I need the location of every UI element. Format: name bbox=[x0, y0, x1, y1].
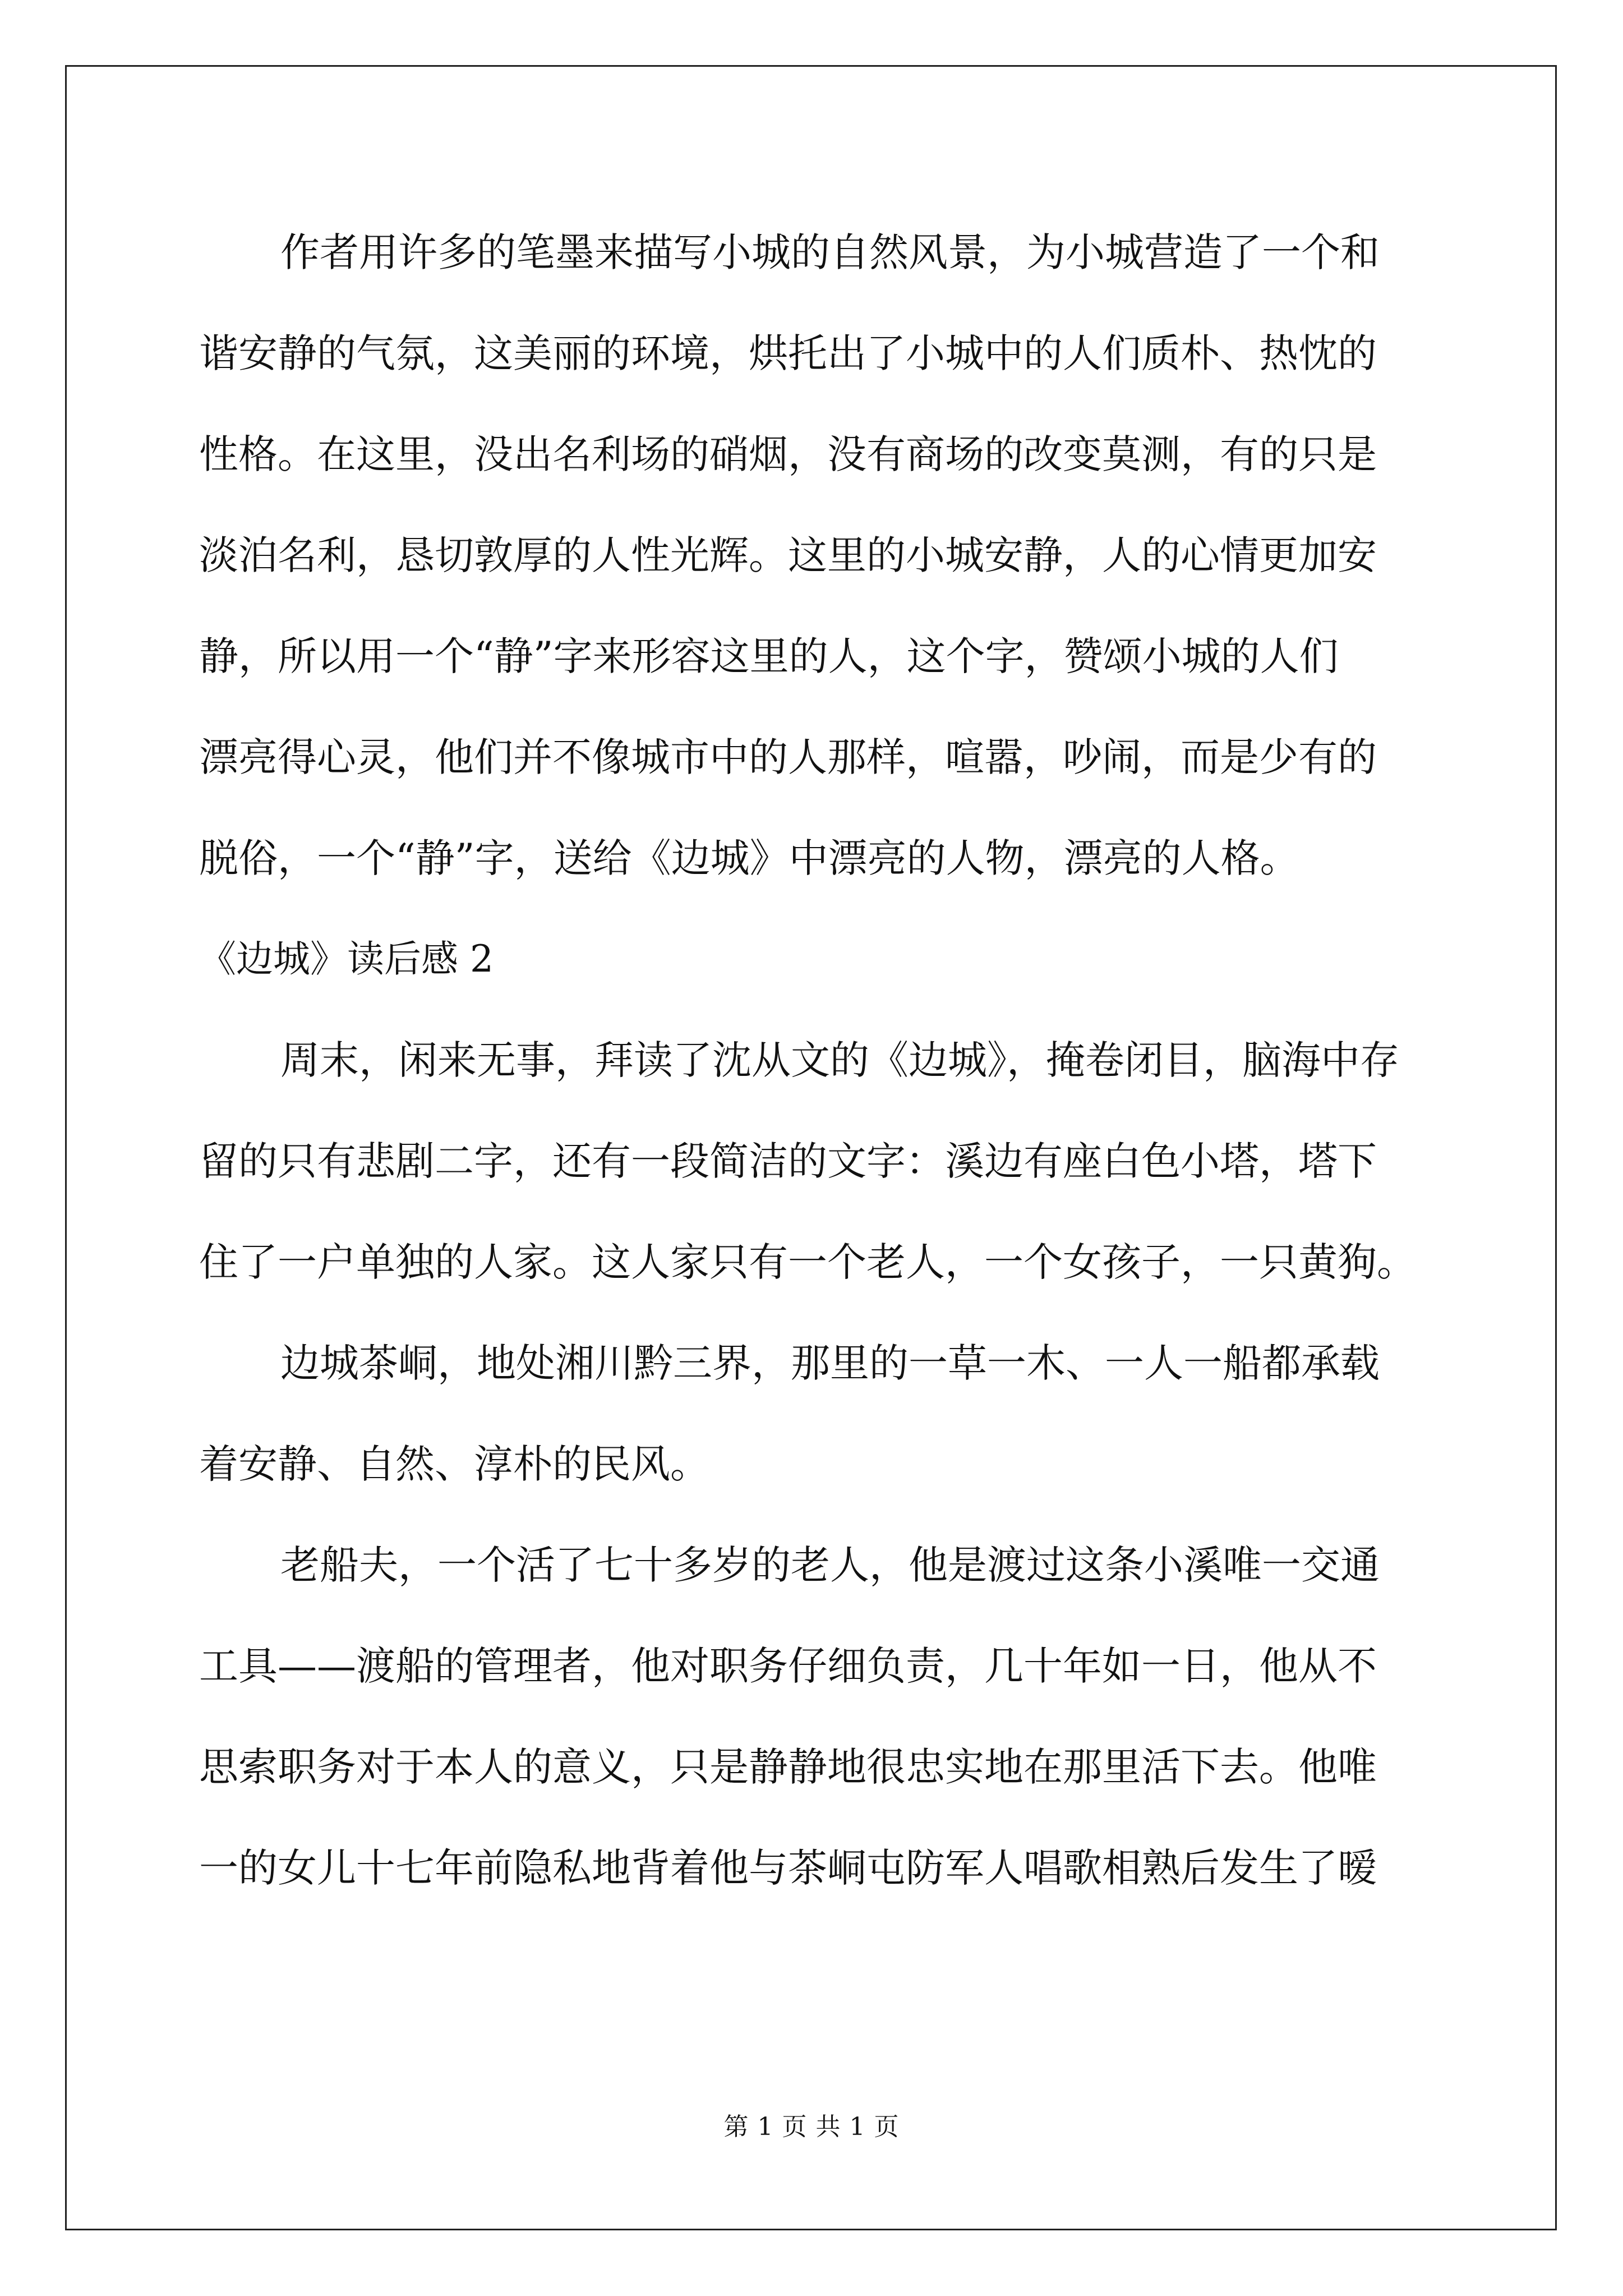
text-line: 住了一户单独的人家。这人家只有一个老人，一个女孩子，一只黄狗。 bbox=[199, 1239, 1416, 1285]
document-body bbox=[199, 202, 1441, 1918]
section-heading: 《边城》读后感 2 bbox=[199, 937, 494, 981]
text-line: 着安静、自然、淳朴的民风。 bbox=[199, 1441, 709, 1487]
text-line: 性格。在这里，没出名利场的硝烟，没有商场的改变莫测，有的只是 bbox=[199, 431, 1377, 477]
text-line: 留的只有悲剧二字，还有一段简洁的文字：溪边有座白色小塔，塔下 bbox=[199, 1138, 1377, 1184]
text-line: 谐安静的气氛，这美丽的环境，烘托出了小城中的人们质朴、热忱的 bbox=[199, 330, 1377, 376]
text-line: 一的女儿十七年前隐私地背着他与茶峒屯防军人唱歌相熟后发生了暧 bbox=[199, 1845, 1377, 1891]
text-line: 工具——渡船的管理者，他对职务仔细负责，几十年如一日，他从不 bbox=[199, 1643, 1377, 1689]
text-line: 静，所以用一个“静”字来形容这里的人，这个字，赞颂小城的人们 bbox=[199, 633, 1339, 679]
text-line: 周末，闲来无事，拜读了沈从文的《边城》，掩卷闭目，脑海中存 bbox=[280, 1037, 1399, 1083]
text-line: 作者用许多的笔墨来描写小城的自然风景，为小城营造了一个和 bbox=[280, 229, 1380, 275]
page-footer: 第 1 页 共 1 页 bbox=[723, 2113, 900, 2141]
text-line: 脱俗，一个“静”字，送给《边城》中漂亮的人物，漂亮的人格。 bbox=[199, 835, 1299, 881]
text-line: 老船夫，一个活了七十多岁的老人，他是渡过这条小溪唯一交通 bbox=[280, 1542, 1380, 1588]
text-line: 漂亮得心灵，他们并不像城市中的人那样，喧嚣，吵闹，而是少有的 bbox=[199, 734, 1377, 780]
text-line: 边城茶峒，地处湘川黔三界，那里的一草一木、一人一船都承载 bbox=[280, 1340, 1380, 1386]
text-line: 思索职务对于本人的意义，只是静静地很忠实地在那里活下去。他唯 bbox=[199, 1744, 1377, 1790]
text-line: 淡泊名利，恳切敦厚的人性光辉。这里的小城安静，人的心情更加安 bbox=[199, 532, 1377, 578]
